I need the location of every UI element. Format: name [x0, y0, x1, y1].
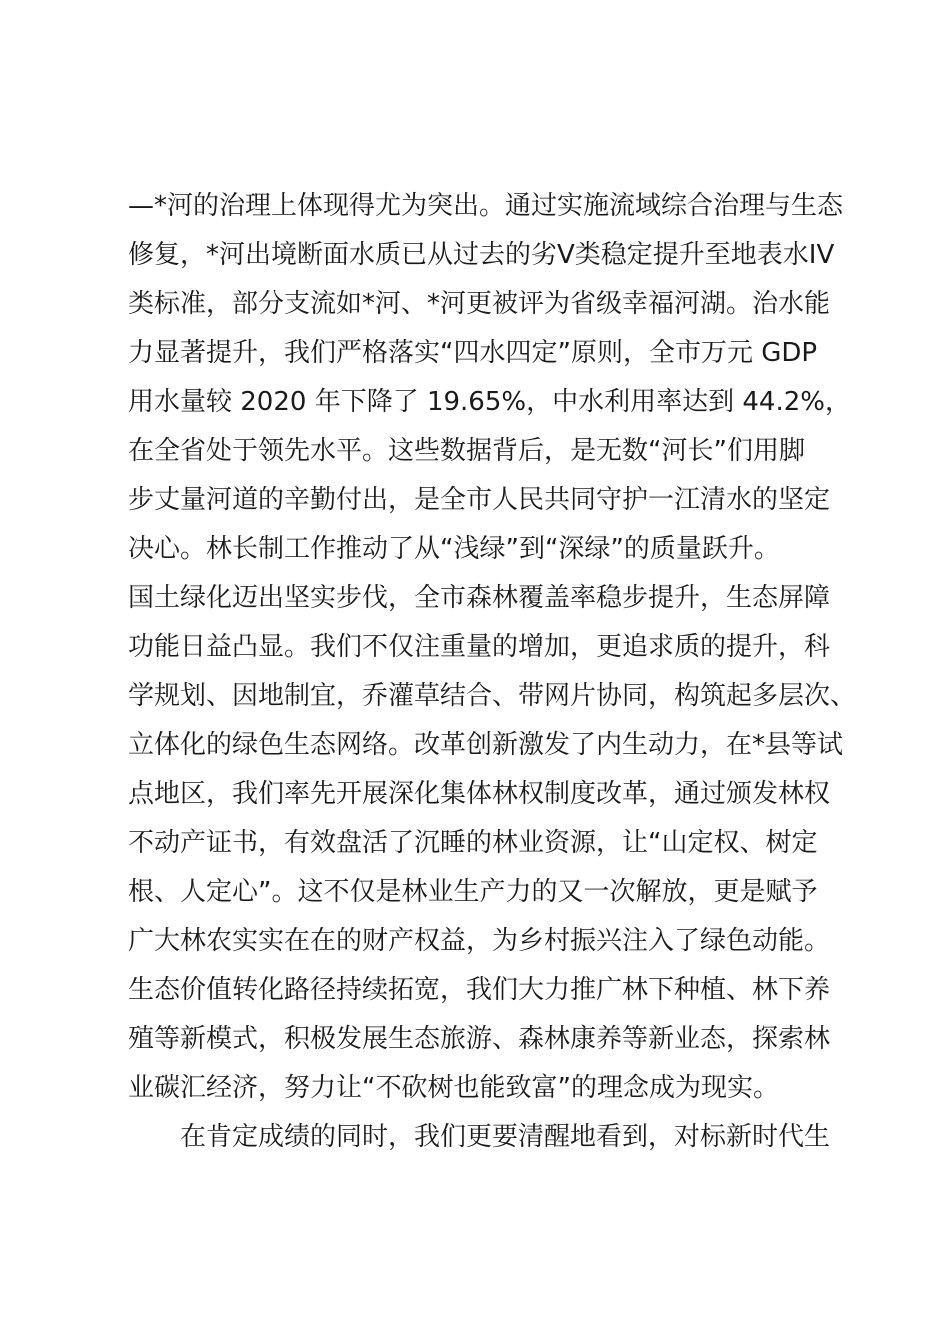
text-line: 立体化的绿色生态网络。改革创新激发了内生动力，在*县等试 — [128, 730, 844, 760]
text-line: 决心。林长制工作推动了从“浅绿”到“深绿”的质量跃升。 — [128, 534, 780, 564]
text-line: 学规划、因地制宜，乔灌草结合、带网片协同，构筑起多层次、 — [128, 681, 857, 711]
text-line: 功能日益凸显。我们不仅注重量的增加，更追求质的提升，科 — [128, 632, 831, 662]
text-line: 国土绿化迈出坚实步伐，全市森林覆盖率稳步提升，生态屏障 — [128, 583, 831, 613]
text-line: 不动产证书，有效盘活了沉睡的林业资源，让“山定权、树定 — [128, 828, 818, 858]
text-line: —*河的治理上体现得尤为突出。通过实施流域综合治理与生态 — [128, 191, 844, 221]
text-line: 力显著提升，我们严格落实“四水四定”原则，全市万元 GDP — [128, 338, 818, 368]
text-line: 步丈量河道的辛勤付出，是全市人民共同守护一江清水的坚定 — [128, 485, 831, 515]
body-text — [128, 182, 857, 1162]
text-line: 用水量较 2020 年下降了 19.65%，中水利用率达到 44.2%， — [128, 387, 851, 417]
text-line: 业碳汇经济，努力让“不砍树也能致富”的理念成为现实。 — [128, 1073, 779, 1103]
paragraph-start-line: 在肯定成绩的同时，我们更要清醒地看到，对标新时代生 — [180, 1122, 831, 1152]
text-line: 点地区，我们率先开展深化集体林权制度改革，通过颁发林权 — [128, 779, 831, 809]
text-line: 生态价值转化路径持续拓宽，我们大力推广林下种植、林下养 — [128, 975, 831, 1005]
text-line: 根、人定心”。这不仅是林业生产力的又一次解放，更是赋予 — [128, 877, 818, 907]
text-line: 类标准，部分支流如*河、*河更被评为省级幸福河湖。治水能 — [128, 289, 831, 319]
text-line: 修复，*河出境断面水质已从过去的劣Ⅴ类稳定提升至地表水IV — [128, 240, 835, 270]
text-line: 殖等新模式，积极发展生态旅游、森林康养等新业态，探索林 — [128, 1024, 831, 1054]
text-line: 广大林农实实在在的财产权益，为乡村振兴注入了绿色动能。 — [128, 926, 831, 956]
text-line: 在全省处于领先水平。这些数据背后，是无数“河长”们用脚 — [128, 436, 805, 466]
